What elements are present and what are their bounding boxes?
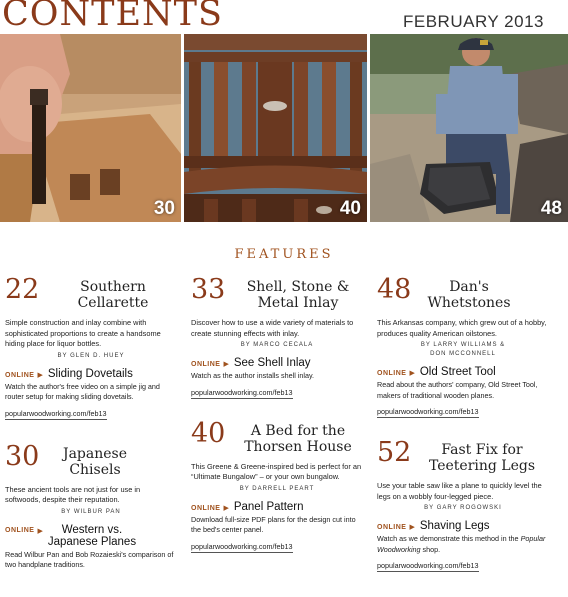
article-description: Discover how to use a wide variety of materials to create stunning effects with inlay.	[191, 318, 354, 338]
online-title[interactable]: Western vs. Japanese Planes	[47, 523, 137, 548]
article-page-number: 48	[377, 274, 412, 305]
play-arrow-icon: ▶	[223, 504, 229, 512]
article-title: Southern Cellarette	[77, 279, 149, 311]
article-description: This Arkansas company, which grew out of a hobby, produces quality American oilstones.	[377, 318, 547, 338]
article-title: A Bed for the Thorsen House	[244, 422, 352, 455]
play-arrow-icon: ▶	[223, 361, 229, 368]
online-label: ONLINE	[191, 361, 221, 368]
article-page-number: 40	[191, 417, 226, 449]
article-byline: BY MARCO CECALA	[240, 342, 314, 348]
article-southern-cellarette[interactable]	[5, 276, 177, 421]
features-heading: FEATURES	[234, 247, 334, 262]
online-link[interactable]: popularwoodworking.com/feb13	[5, 408, 107, 418]
article-description: Simple construction and inlay combine with sophisticated proportions to create a handsome hiding place for liquor bottles.	[5, 318, 161, 348]
play-arrow-icon: ▶	[37, 527, 43, 535]
online-link[interactable]: popularwoodworking.com/feb13	[377, 561, 479, 570]
play-arrow-icon: ▶	[37, 371, 43, 379]
article-byline: BY GLEN D. HUEY	[57, 352, 125, 359]
online-description: Watch the author's free video on a simple jig and router setup for making sliding dovetails.	[5, 381, 160, 401]
article-page-number: 52	[377, 437, 412, 468]
online-link[interactable]: popularwoodworking.com/feb13	[191, 387, 293, 397]
online-title[interactable]: See Shell Inlay	[233, 357, 311, 369]
article-description: These ancient tools are not just for use in softwoods, despite their reputation.	[5, 484, 141, 504]
column-1	[5, 276, 177, 571]
column-3	[377, 276, 549, 573]
article-japanese-chisels[interactable]	[5, 440, 177, 571]
online-feature[interactable]	[5, 368, 177, 380]
online-description: Read Wilbur Pan and Bob Rozaieski's comparison of two handplane traditions.	[5, 549, 174, 569]
online-description: Watch as the author installs shell inlay.	[191, 371, 315, 380]
article-title: Shell, Stone & Metal Inlay	[246, 279, 350, 311]
photo-page-number: 48	[540, 198, 562, 219]
article-bed-thorsen-house[interactable]	[191, 417, 363, 554]
online-feature[interactable]	[377, 366, 549, 378]
article-byline: BY WILBUR PAN	[61, 508, 121, 515]
article-shell-stone-metal-inlay[interactable]	[191, 276, 363, 400]
article-page-number: 33	[191, 274, 226, 305]
online-label: ONLINE	[5, 371, 35, 379]
photo-chisel-dovetail	[0, 34, 181, 222]
article-fast-fix-teetering-legs[interactable]	[377, 439, 549, 573]
article-description: This Greene & Greene-inspired bed is perfect for an “Ultimate Bungalow” – or your own bungalow.	[191, 461, 362, 481]
online-label: ONLINE	[377, 524, 407, 531]
page-header	[0, 0, 568, 34]
article-byline: BY DARRELL PEART	[239, 485, 315, 492]
article-byline: BY GARY ROGOWSKI	[424, 505, 502, 511]
photo-page-number: 30	[153, 198, 175, 219]
photo-whetstone-man	[370, 34, 568, 222]
article-description: Use your table saw like a plane to quickly level the legs on a wobbly four-legged piece.	[377, 481, 542, 501]
article-dans-whetstones[interactable]	[377, 276, 549, 419]
online-link[interactable]: popularwoodworking.com/feb13	[191, 541, 293, 551]
online-feature[interactable]	[191, 357, 363, 369]
online-feature[interactable]	[191, 501, 363, 513]
online-label: ONLINE	[5, 526, 35, 534]
article-title: Fast Fix for Teetering Legs	[428, 442, 536, 474]
online-description: Read about the authors' company, Old Street Tool, makers of traditional wooden planes.	[377, 380, 538, 400]
column-2	[191, 276, 363, 554]
article-page-number: 22	[5, 274, 40, 305]
article-title: Japanese Chisels	[62, 445, 128, 478]
online-label: ONLINE	[191, 504, 221, 512]
photo-bed-headboard	[184, 34, 367, 222]
play-arrow-icon: ▶	[409, 370, 415, 377]
photo-page-number: 40	[339, 198, 361, 219]
page-title: CONTENTS	[2, 0, 223, 34]
online-label: ONLINE	[377, 370, 407, 377]
online-title[interactable]: Old Street Tool	[419, 366, 496, 378]
online-feature[interactable]	[5, 524, 177, 548]
online-link[interactable]: popularwoodworking.com/feb13	[377, 407, 479, 416]
online-description: Download full-size PDF plans for the design cut into the bed's center panel.	[191, 514, 356, 534]
issue-date: FEBRUARY 2013	[403, 12, 544, 31]
online-description: Watch as we demonstrate this method in the Popular Woodworking shop.	[377, 534, 546, 554]
online-feature[interactable]	[377, 520, 549, 532]
play-arrow-icon: ▶	[409, 524, 415, 531]
article-title: Dan's Whetstones	[427, 279, 511, 311]
online-title[interactable]: Shaving Legs	[419, 520, 490, 532]
online-title[interactable]: Sliding Dovetails	[47, 367, 133, 380]
article-page-number: 30	[5, 440, 40, 472]
online-title[interactable]: Panel Pattern	[233, 500, 304, 513]
article-byline: BY LARRY WILLIAMS & DON MCCONNELL	[420, 342, 506, 357]
